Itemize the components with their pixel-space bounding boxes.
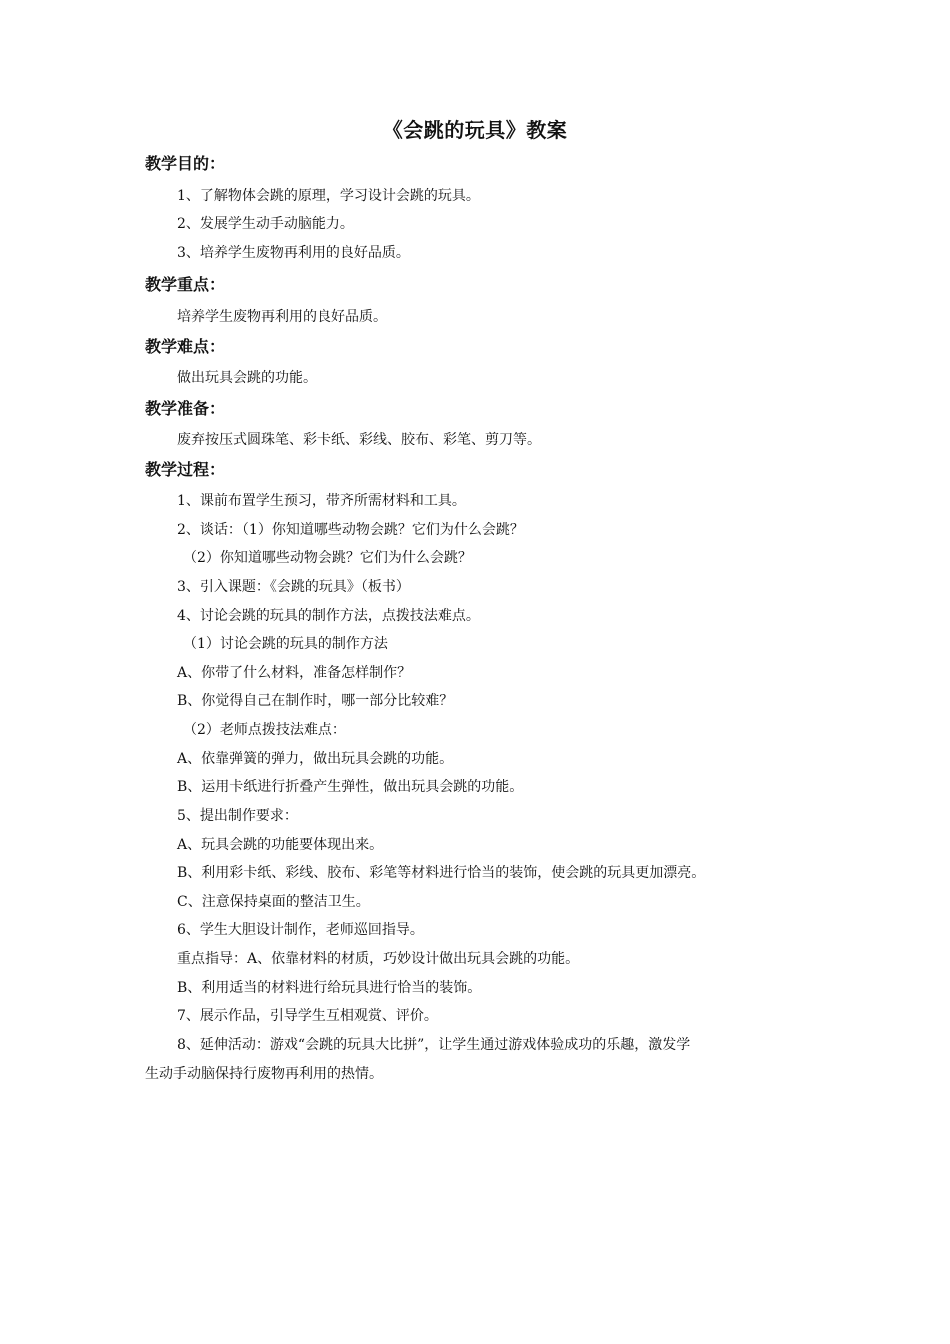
process-line: （2）你知道哪些动物会跳？它们为什么会跳？	[183, 550, 472, 566]
process-line: C、注意保持桌面的整洁卫生。	[177, 894, 370, 910]
process-line: B、你觉得自己在制作时，哪一部分比较难？	[177, 693, 454, 709]
process-line: B、利用彩卡纸、彩线、胶布、彩笔等材料进行恰当的装饰，使会跳的玩具更加漂亮。	[177, 865, 706, 881]
process-line: 生动手动脑保持行废物再利用的热情。	[145, 1066, 383, 1082]
process-line: B、利用适当的材料进行给玩具进行恰当的装饰。	[177, 980, 482, 996]
process-line: A、玩具会跳的功能要体现出来。	[177, 837, 384, 853]
section-heading-process: 教学过程：	[145, 460, 226, 479]
process-line: 重点指导：A、依靠材料的材质，巧妙设计做出玩具会跳的功能。	[177, 951, 580, 967]
process-line: 2、谈话：（1）你知道哪些动物会跳？它们为什么会跳？	[177, 522, 524, 538]
document-title: 《会跳的玩具》教案	[382, 118, 568, 142]
objective-item: 1、了解物体会跳的原理，学习设计会跳的玩具。	[177, 188, 480, 204]
process-line: 1、课前布置学生预习，带齐所需材料和工具。	[177, 493, 466, 509]
process-line: （2）老师点拨技法难点：	[183, 722, 346, 738]
section-heading-difficulties: 教学难点：	[145, 337, 226, 356]
process-line: 6、学生大胆设计制作，老师巡回指导。	[177, 922, 424, 938]
difficulties-text: 做出玩具会跳的功能。	[177, 370, 317, 386]
section-heading-key-points: 教学重点：	[145, 275, 226, 294]
process-line: 5、提出制作要求：	[177, 808, 298, 824]
section-heading-objectives: 教学目的：	[145, 154, 226, 173]
objective-item: 2、发展学生动手动脑能力。	[177, 216, 354, 232]
process-line: A、你带了什么材料，准备怎样制作？	[177, 665, 412, 681]
process-line: （1）讨论会跳的玩具的制作方法	[183, 636, 388, 652]
preparation-text: 废弃按压式圆珠笔、彩卡纸、彩线、胶布、彩笔、剪刀等。	[177, 432, 541, 448]
key-points-text: 培养学生废物再利用的良好品质。	[177, 309, 387, 325]
process-line: B、运用卡纸进行折叠产生弹性，做出玩具会跳的功能。	[177, 779, 524, 795]
process-line: 3、引入课题：《会跳的玩具》（板书）	[177, 579, 410, 595]
process-line: 8、延伸活动：游戏“会跳的玩具大比拼”，让学生通过游戏体验成功的乐趣，激发学	[177, 1037, 691, 1053]
objective-item: 3、培养学生废物再利用的良好品质。	[177, 245, 410, 261]
section-heading-preparation: 教学准备：	[145, 399, 226, 418]
process-line: 4、讨论会跳的玩具的制作方法，点拨技法难点。	[177, 608, 480, 624]
process-line: 7、展示作品，引导学生互相观赏、评价。	[177, 1008, 438, 1024]
process-line: A、依靠弹簧的弹力，做出玩具会跳的功能。	[177, 751, 454, 767]
